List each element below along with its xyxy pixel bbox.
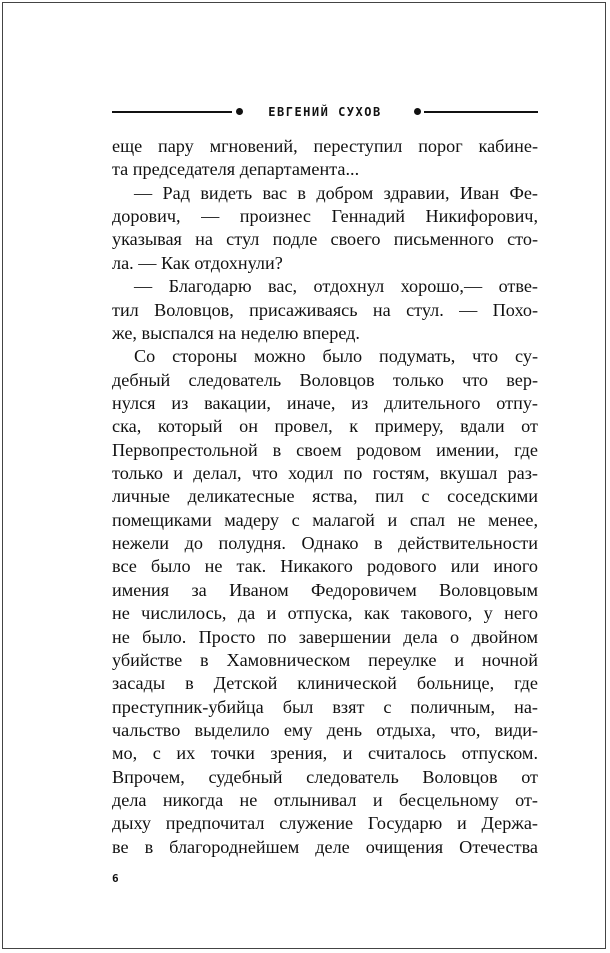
text-line: нулся из вакации, иначе, из длительного отпу- — [112, 392, 538, 413]
text-line: имения за Иваном Федоровичем Воловцовым — [112, 579, 538, 600]
text-line: чальство выделило ему день отдыха, что, види- — [112, 719, 538, 740]
text-line: все было не так. Никакого родового или иного — [112, 556, 538, 577]
text-line: не числилось, да и отпуска, как такового, у него — [112, 603, 538, 624]
text-line: засады в Детской клинической больнице, где — [112, 673, 538, 694]
text-line: дыху предпочитал служение Государю и Держа- — [112, 813, 538, 834]
text-line: дорович, — произнес Геннадий Никифорович, — [112, 206, 538, 227]
text-line: нежели до полудня. Однако в действительности — [112, 533, 538, 554]
header-bullet-right — [414, 108, 421, 115]
text-line: Впрочем, судебный следователь Воловцов от — [112, 766, 538, 787]
text-line: убийстве в Хамовническом переулке и ночной — [112, 649, 538, 670]
text-line: ве в благороднейшем деле очищения Отечества — [112, 836, 538, 857]
header-rule-right — [424, 111, 538, 113]
text-line: только и делал, что ходил по гостям, вкушал раз- — [112, 463, 538, 484]
text-line: — Благодарю вас, отдохнул хорошо,— отве- — [134, 276, 538, 297]
text-line: еще пару мгновений, переступил порог кабине- — [112, 136, 538, 156]
text-line: личные деликатесные яства, пил с соседскими — [112, 486, 538, 507]
running-header — [112, 103, 538, 121]
body-text — [112, 135, 538, 859]
text-line: тил Воловцов, присаживаясь на стул. — Похо- — [112, 299, 538, 320]
text-line: ла. — Как отдохнули? — [112, 252, 283, 273]
text-line: мо, с их точки зрения, и считалось отпуском. — [112, 743, 538, 764]
text-line: Со стороны можно было подумать, что су- — [134, 346, 538, 367]
text-line: та председателя департамента... — [112, 159, 360, 180]
text-line: Первопрестольной в своем родовом имении, где — [112, 439, 538, 460]
running-title: ЕВГЕНИЙ СУХОВ — [268, 105, 382, 119]
text-line: помещиками мадеру с малагой и спал не менее, — [112, 509, 538, 530]
text-line: же, выспался на неделю вперед. — [112, 322, 360, 343]
page-number: 6 — [112, 872, 119, 885]
text-line: не было. Просто по завершении дела о двойном — [112, 626, 538, 647]
text-line: указывая на стул подле своего письменного сто- — [112, 229, 538, 250]
text-line: — Рад видеть вас в добром здравии, Иван Фе- — [134, 182, 538, 203]
text-line: дебный следователь Воловцов только что вер- — [112, 369, 538, 390]
text-line: ска, который он провел, к примеру, вдали от — [112, 416, 538, 437]
text-line: дела никогда не отлынивал и бесцельному от- — [112, 790, 538, 811]
text-line: преступник-убийца был взят с поличным, на- — [112, 696, 538, 717]
